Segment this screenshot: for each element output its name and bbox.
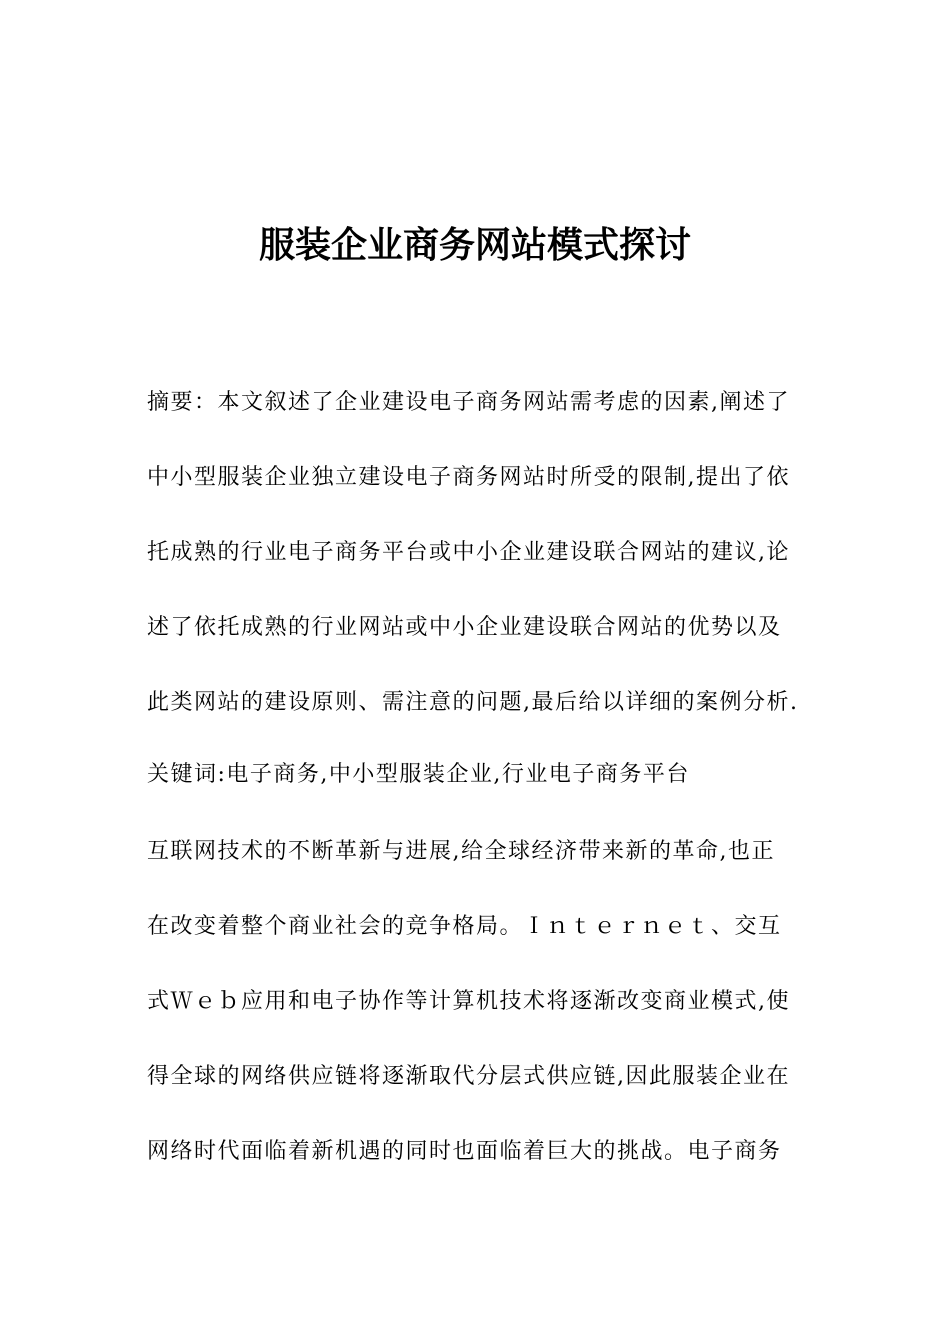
body-line-2: 在改变着整个商业社会的竞争格局。Ｉｎｔｅｒｎｅｔ、交互 bbox=[147, 914, 782, 939]
document-title: 服装企业商务网站模式探讨 bbox=[258, 225, 691, 266]
body-line-5: 网络时代面临着新机遇的同时也面临着巨大的挑战。电子商务 bbox=[147, 1139, 782, 1164]
abstract-line-3: 托成熟的行业电子商务平台或中小企业建设联合网站的建议,论 bbox=[147, 540, 790, 565]
abstract-line-4: 述了依托成熟的行业网站或中小企业建设联合网站的优势以及 bbox=[147, 615, 782, 640]
body-line-1: 互联网技术的不断革新与进展,给全球经济带来新的革命,也正 bbox=[147, 839, 775, 864]
abstract-line-1: 摘要：本文叙述了企业建设电子商务网站需考虑的因素,阐述了 bbox=[147, 390, 790, 415]
keywords-line: 关键词:电子商务,中小型服装企业,行业电子商务平台 bbox=[147, 762, 690, 787]
body-line-4: 得全球的网络供应链将逐渐取代分层式供应链,因此服装企业在 bbox=[147, 1064, 790, 1089]
body-line-3: 式Ｗｅｂ应用和电子协作等计算机技术将逐渐改变商业模式,使 bbox=[147, 989, 790, 1014]
abstract-line-5: 此类网站的建设原则、需注意的问题,最后给以详细的案例分析. bbox=[147, 690, 799, 715]
abstract-line-2: 中小型服装企业独立建设电子商务网站时所受的限制,提出了依 bbox=[147, 465, 790, 490]
